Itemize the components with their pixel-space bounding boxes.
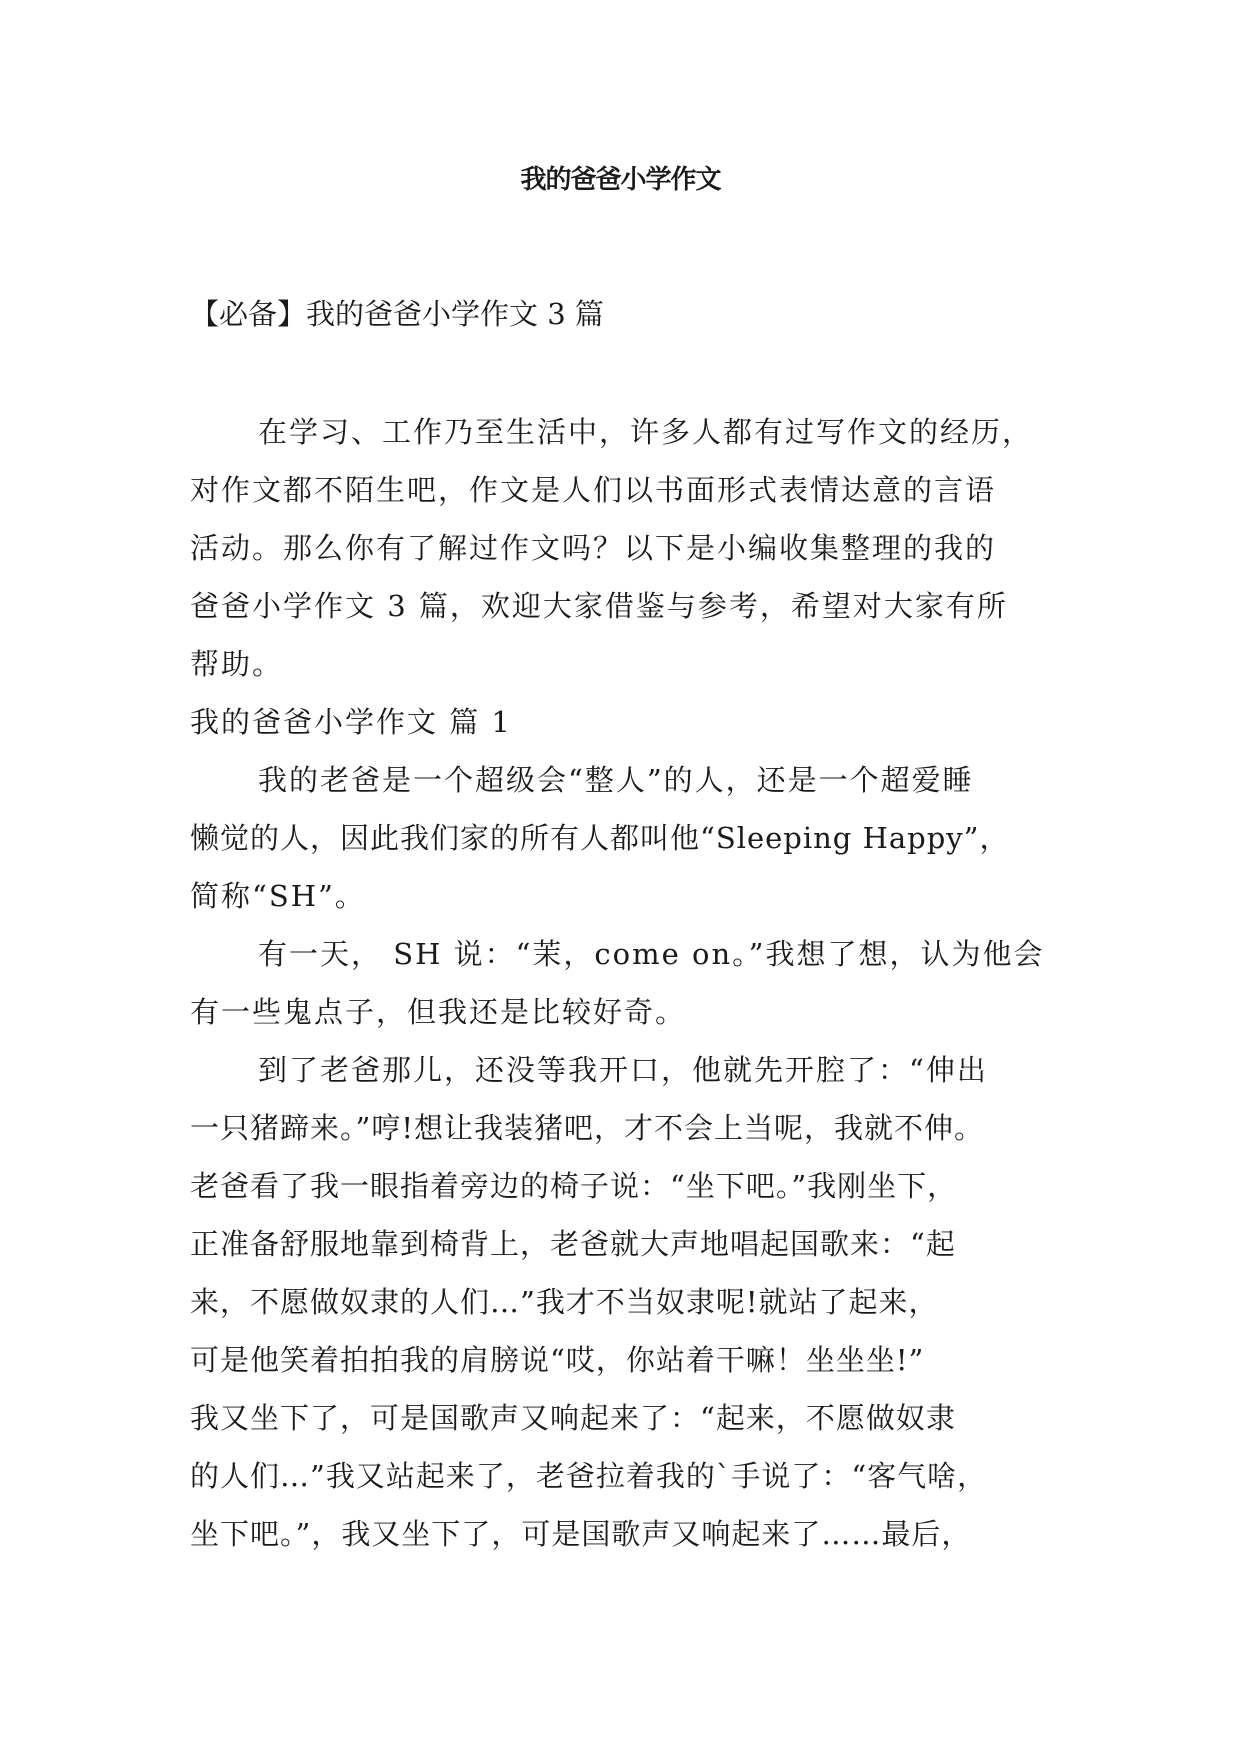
section-heading: 我的爸爸小学作文 篇 1: [190, 705, 512, 739]
paragraph-line: 简称“SH”。: [190, 879, 366, 913]
paragraph-line: 一只猪蹄来。”哼!想让我装猪吧，才不会上当呢，我就不伸。: [190, 1111, 984, 1145]
paragraph-line: 在学习、工作乃至生活中，许多人都有过写作文的经历，: [258, 415, 1034, 449]
document-title: 我的爸爸小学作文: [520, 165, 721, 195]
paragraph-line: 帮助。: [190, 647, 284, 681]
paragraph-line: 老爸看了我一眼指着旁边的椅子说：“坐下吧。”我刚坐下，: [190, 1169, 958, 1203]
paragraph-line: 到了老爸那儿，还没等我开口，他就先开腔了：“伸出: [258, 1053, 988, 1087]
paragraph-line: 活动。那么你有了解过作文吗？以下是小编收集整理的我的: [190, 531, 997, 565]
paragraph-line: 对作文都不陌生吧，作文是人们以书面形式表情达意的言语: [190, 473, 997, 507]
document-subtitle: 【必备】我的爸爸小学作文 3 篇: [190, 297, 604, 331]
paragraph-line: 爸爸小学作文 3 篇，欢迎大家借鉴与参考，希望对大家有所: [190, 589, 1008, 623]
paragraph-line: 可是他笑着拍拍我的肩膀说“哎，你站着干嘛！坐坐坐!”: [190, 1343, 925, 1377]
paragraph-line: 我的老爸是一个超级会“整人”的人，还是一个超爱睡: [258, 763, 974, 797]
paragraph-line: 来，不愿做奴隶的人们…”我才不当奴隶呢!就站了起来，: [190, 1285, 939, 1319]
paragraph-line: 正准备舒服地靠到椅背上，老爸就大声地唱起国歌来：“起: [190, 1227, 956, 1261]
paragraph-line: 的人们…”我又站起来了，老爸拉着我的`手说了：“客气啥，: [190, 1459, 988, 1493]
paragraph-line: 我又坐下了，可是国歌声又响起来了：“起来，不愿做奴隶: [190, 1401, 956, 1435]
paragraph-line: 坐下吧。”，我又坐下了，可是国歌声又响起来了……最后，: [190, 1517, 972, 1551]
paragraph-line: 有一些鬼点子，但我还是比较好奇。: [190, 995, 687, 1029]
paragraph-line: 有一天， SH 说：“茉，come on。”我想了想，认为他会: [258, 937, 1045, 971]
paragraph-line: 懒觉的人，因此我们家的所有人都叫他“Sleeping Happy”，: [190, 821, 1010, 855]
